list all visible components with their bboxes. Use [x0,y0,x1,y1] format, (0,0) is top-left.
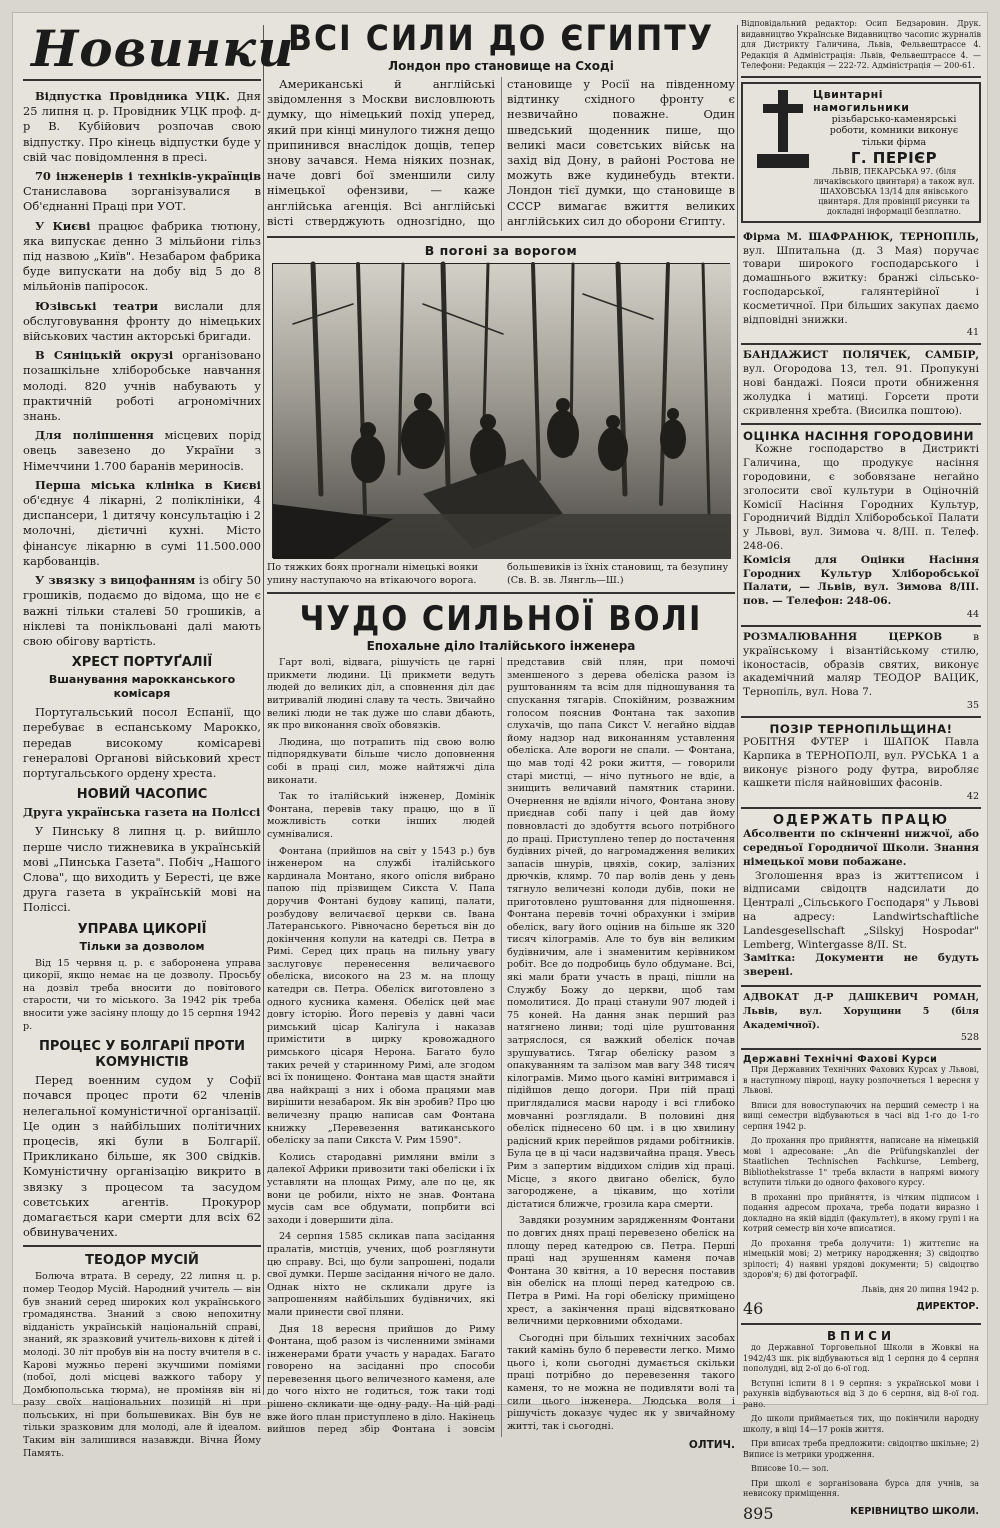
cross-text: Португальський посол Еспанії, що перебуває в еспанському Марокко, передав високому комісареві генералові Органові військовий хрест португальського ордену хреста. [23,705,261,780]
bulgaria-text: Перед военним судом у Софії почався процес проти 62 членів нелегальної комуністичної організації. Це один з найбільших політичних процесів, які були в Болгарії. Прикликано більше, як 300 свідків. Комуністичну організацію викрито в звязку з процесом та засудом совєтських агентів. Прокурор домагається кари смерти для всіх 62 обвинувачених. [23,1073,261,1240]
job-ad [741,809,981,987]
chicory-subtitle: Тільки за дозволом [79,939,205,953]
news-item-text: організовано позашкільне хліборобське навчання молоді. 820 учнів набувають у практичній роботі агрономічних знань. [23,348,261,424]
church-ad [741,627,981,718]
fur-text: РОБІТНЯ ФУТЕР і ШАПОК Павла Карпика в ТЕРНОПОЛІ, вул. РУСЬКА 1 а виконує різного роду футра, виробляє кашкети після найновіших фасонів. [743,736,979,790]
courses-paragraph: При Державних Технічних Фахових Курсах у Львові, в наступному півроці, науку розпочнеться 1 вересня у Львові. [743,1065,979,1096]
cross-subtitle: Вшанування марокканського комісаря [48,673,236,701]
classified-ad-text [743,231,979,328]
news-item [23,348,261,424]
seeds-ad [741,425,981,627]
courses-paragraph: До прохання треба долучити: 1) життєпис на німецькій мові; 2) метрику народження; 3) свідоцтво зрілості; 4) наявні урядові документи; 5) свідоцтво здоров'я; 6) дві фотографії. [743,1238,979,1280]
news-item [23,169,261,215]
classified-ad-body: вул. Огородова 13, тел. 91. Пропукуні нові бандажі. Пояси проти обниження жолудка і матиці. Горсети проти скривлення хребта. (Висилка поштою). [743,363,979,417]
job-note: Замітка: Документи не будуть зверені. [743,952,979,979]
news-item-text: Станиславова зорганізувалися в Об'єднанні Праці при УОТ. [23,184,261,214]
news-item-lead: Відпустка Провідника УЦК. [35,89,230,103]
seeds-num: 44 [966,609,979,621]
news-item-text: працює фабрика тютюну, яка випускає денно 3 мільйони гільз під назвою „Київ". Незабаром фабрика буде випускати на добу від 5 до 8 мільйонів папіросок. [23,218,261,294]
news-item-text: Дня 25 липня ц. р. Провідник УЦК проф. д-р В. Кубійович розпочав свою відпустку. Про кінець відпустки буде у свій час повідомлення в пресі. [23,89,261,164]
news-item [23,573,261,649]
feature-paragraph: Гарт волі, відвага, рішучість це гарні прикмети людини. Ці прикмети ведуть людей до великих діл, а сповнення діл дає витривалій людині славу та честь. Звичайно великі люди не так дуже шо слави дбають, як про виконання своїх обовязків. [267,657,495,732]
column-rule [263,25,264,1395]
seeds-bold: Комісія для Оцінки Насіння Городних Культур Хліборобської Палати, — Львів, вул. Зимова 8/ІІІ. пов. — Телефон: 248-06. [743,553,979,608]
enroll-num: 895 [743,1503,774,1523]
courses-paragraph: Вписи для новоступаючих на перший семестр і на вищі семестри відбуваються в часі від 1-го до 1-го серпня 1942 р. [743,1100,979,1131]
enroll-notice [741,1325,981,1528]
left-column [23,19,295,1459]
courses-paragraph: До прохання про прийняття, написане на німецькій мові і адресоване: „An die Prüfungskanzlei der Staatlichen Technischen Fachkurse, Lemberg, Bibliothekstrasse 1" треба вкласти в напрямі вимогу вступити тільки до одного фахового курсу. [743,1136,979,1188]
enroll-paragraph: До школи приймається тих, що покінчили народну школу, в віці 14—17 років життя. [743,1414,979,1434]
church-lead: РОЗМАЛЮВАННЯ ЦЕРКОВ [743,631,943,644]
news-item-text: вислали для обслуговування фронту до німецьких військових частин акторські бригади. [23,298,262,344]
fur-num: 42 [966,791,979,803]
news-item-text: об'єднує 4 лікарні, 2 поліклініки, 4 диспансери, 1 дитячу консультацію і 2 молочні, дієтичні кухні. Місто фінансує лікарню в сумі 11.500.000 карбованців. [23,493,261,568]
news-item [23,478,261,569]
ads-list [741,227,981,426]
subheadline: Лондон про становище на Сході [388,59,614,73]
cross-title: ХРЕСТ ПОРТУҐАЛІЇ [71,655,213,671]
feature-paragraph: Фонтана (прийшов на світ у 1543 р.) був інженером на службі італійського кардинала Монтано, якого опісля вибрано папою під прізвищем Сикста V. Папа доручив Фонтані будову капиці, палати, розбудову величаєвої церкви св. Івана Латеранського. Рівночасно береться він до докінчення копули на катедрі св. Петра в Римі. Серед цих праць на пильну увагу заслуговує перенесення величаєвого обеліска, високого на 23 м. на площу катедри св. Петра. Обеліск виготовлено з одного кусника каменя. Обеліск цей має довгу історію. Його перевіз у давні часи римський цісар Калігула і наказав примістити в цирку кровожадного римського цісаря Нерона. Багато було таких речей у старинному Римі, але згодом всі їх понищено. Фонтана мав щастя знайти два найкращі з них і обома працями мав вирішити незабаром. Як він зробив? Про цю величезну працю написав сам Фонтана книжку „Перевезення ватиканського обеліску за папи Сикста V. Рим 1590". [267,845,495,1147]
classified-ad [741,227,981,346]
news-item [23,299,261,345]
right-column [741,19,981,1523]
journal-text: У Пинську 8 липня ц. р. вийшло перше число тижневика в українській мові „Пинська Газета". Побіч „Нашого Слова", що виходить у Бересті, це вже друга газета в українській мові на Поліссі. [23,824,261,915]
courses-sign: ДИРЕКТОР. [916,1301,979,1313]
enroll-body [743,1343,979,1500]
photo-caption: По тяжких боях прогнали німецькі вояки упину наступаючо на втікаючого ворога. большевиків із їхніх становищ, та безупину (Св. В. зв. Лянгль—Ш.) [267,562,729,586]
enroll-paragraph: Вступні іспити 8 і 9 серпня: з української мови і рахунків відбуваються від 3 до 6 серпня, від 8-ої год. рано. [743,1378,979,1409]
feature-paragraph: Людина, що потрапить під свою волю підпорядкувати більше число доповнення собі в праці сил, може найтяжчі діла виконати. [267,736,495,786]
fur-ad [741,718,981,809]
classified-ad-text [743,349,979,418]
feature-signature: ОЛТИЧ. [688,1439,735,1452]
enroll-paragraph: Вписове 10.— зол. [751,1464,829,1474]
news-item-lead: Для поліпшення [35,428,154,443]
feature-paragraph: Колись стародавні римляни вміли з далекої Африки привозити такі обеліски і їх уставляти на площах Риму, але по це, як вони це робили, ніхто не знав. Фонтана мусів сам все обдумати, попрбити всі заходи і довершити діла. [267,1151,495,1226]
feature-title: ЧУДО СИЛЬНОЇ ВОЛІ [299,599,703,640]
headline: ВСІ СИЛИ ДО ЄГИПТУ [287,19,715,59]
news-item-lead: В Сяніцькій окрузі [35,348,174,363]
photo-title: В погоні за ворогом [424,243,578,259]
classified-ad-lead: Фірма М. ШАФРАНЮК, ТЕРНОПІЛЬ, [743,230,979,243]
job-text: Абсолвенти по скінченні нижчої, або середньої Городничої Школи. Знання німецької мови побажане. [743,828,979,868]
chicory-title: УПРАВА ЦИКОРІЇ [77,921,207,937]
column-rule [737,25,738,1395]
news-item-lead: У Києві [35,218,91,233]
enroll-paragraph: При вписах треба предложити: свідоцтво шкільне; 2) Виписє із метрики уродження. [743,1439,979,1459]
bulgaria-title: ПРОЦЕС У БОЛГАРІЇ ПРОТИ КОМУНІСТІВ [38,1039,246,1071]
lawyer-ad [741,987,981,1050]
war-photo [272,263,730,558]
tomb-ad-address: ЛЬВІВ, ПЕКАРСЬКА 97. (біля личаківського цвинтаря) а також вул. ШАХОВСЬКА 13/14 для янівського цвинтаря. Для провінції рисунки та докладні інформації безплатно. [813,166,975,216]
news-item [23,219,261,295]
courses-title: Державні Технічні Фахові Курси [743,1054,938,1066]
job-title: ОДЕРЖАТЬ ПРАЦЮ [772,813,950,829]
obituary-title: ТЕОДОР МУСІЙ [85,1253,199,1269]
tomb-ad-title: Цвинтарні намогильники [813,87,910,114]
obituary-text: Болюча втрата. В середу, 22 липня ц. р. помер Теодор Мусій. Народний учитель — він був знаний серед широких кол українського громадянства. Знаний з свою непохитну відданість українській національній справі, знаний, як зразковий учитель-виховн к дітей і молоді. 30 літ пробув він на посту вчителя в с. Карові мужньо перені зкучшими поміями (побої, долі місцеві важкого табору у Домбюпольська тюрма), не проміняв він ні разу своїх національних позицій ні при польських, ні при большевиках. Він був не тільки зразковим для молоді, але й ідеалом. Таким він залишився назавжди. Вічна Йому Память. [23,1271,261,1459]
newspaper-page [12,12,988,1523]
classified-ad-body: вул. Шпитальна (д. 3 Мая) поручає товари широкого господарського і домашнього вжитку: бранжі сільсько-господарської, галянтерійної і косметичної. При більших закупах даємо відповідні знижки. [743,244,979,326]
cross-icon [757,90,809,170]
journal-lead: Друга українська газета на Поліссі [23,805,261,820]
courses-num: 46 [743,1299,764,1319]
editor-info: Відповідальний редактор: Осип Бедзаровин. Друк. видавництво Українське Видавництво часопис журналів для Дистрикту Галичина, Львів, Фельвештрассе 4. Редакція й Адміністрація: Львів, Фельвештрассе 4. — Телефони: Редакція — 222-72. Адміністрація — 200-61. [741,19,981,78]
news-list [23,89,261,649]
enroll-title: ВПИСИ [826,1329,896,1344]
feature-paragraph: Сьогодні при більших технічних засобах такий камінь було б перевести легко. Мимо цього і, коли сьогодні думається скільки праці потрібно до перевезення такого каменя, то не можна не подивляти волі та сили цього інженера. Людська воля і рішучість доказує чудес як у звичайному житті, так і сьогодні. [507,1332,735,1432]
enroll-sign: КЕРІВНИЦТВО ШКОЛИ. [850,1505,979,1517]
tomb-ad-lines: різьбарсько-каменярські роботи, комники виконує тільки фірма [829,113,959,149]
classified-ad-num: 41 [966,327,979,339]
courses-notice [741,1050,981,1325]
lawyer-text: АДВОКАТ Д-Р ДАШКЕВИЧ РОМАН, Львів, вул. Хорущини 5 (біля Академічної). [743,991,979,1031]
classified-ad [741,345,981,425]
feature-paragraph: Завдяки розумним зарядженням Фонтани по довгих днях праці перевезено обеліск на площу перед катедрою св. Петра. Перші праці над зрушенням каменя почав Фонтана 30 квітня, а 10 вересня поставив він обеліск на площі перед катедрою св. Петра в Римі. На горі обеліску приміщено хрест, а закінчення праці відсвятковано величними церковними обходами. [507,1215,735,1328]
classified-ad-lead: БАНДАЖИСТ ПОЛЯЧЕК, САМБІР, [743,349,979,362]
feature-paragraph: Дня 18 вересня прийшов до Риму Фонтана, щоб разом із численними змінами інженерами брати участь у нарадах. Багато говорено на засіданні про способи перевезення цього величезного каменя, але до чого ніхто не годиться, тож таки тоді рішено скликати ще одну раду. На цій раді вже його план приступлено в ділo. Накінець вийшов перед збір Фонтана і зовсім представив свій плян, при помочі зменшеного з дерева обеліска разом із руштованням та всім для підношування та спускання тягарів. Спокійним, розважним голосом пояснив Фонтана так захопив слухачів, що папа Сикст V. негайно віддав йому надзор над виконанням уставлення обеліска. Але вороги не спали. — Фонтана, що мав тоді 42 роки життя, — говорили старі мистці, — нічо путнього не вдіє, а знищить величавий памятник старини. Очернення не вдіяли нічого, Фонтана знову приєднав собі папу і цей дав йому повновласті до здобуття всього потрібного до праці. Приступлено тепер до постачення будівних річей, до нагромадження великих запасів шнурів, цвяхів, сокир, залізних дрючків, клямр. 70 пар волів день у день тягнуло величезні колоди дубів, поки не приготовлено руштовання для підношення. Фонтана перевів точні обрахунки і змірив обеліск, вагу його оцінив на більше як 320 тисяч кілограмів. Але то був він великим будівничим, але і знаменитим керівником робіт. Все до подробиць було обдумане. Всі, які мали брати участь в праці, пішли на Службу Божу до церкви, щоб там помолитися. До праці станули 907 людей і 75 коней. На дання знак перший раз натягнено линви; тоді ціле руштовання затряслося, ся важкий обеліск почав зрушуватись. Тягар обеліску разом з опакуванням та залізом мав вагу 348 тисяч кілограмів. Мимо цього каміні витримався і підійшов дещо догори. При пій праці приглядалися масви народу і всі глибоко мовчанні розглядали. В половині дня обеліск піднесено 60 цм. і в цю хвилину радісний крик перейшов рядами робітників. Була це в ці часи надзвичайна праця. Увесь Рим з запертим віддихом слідив хід праці. Місце, з якого двигано обеліск, було загороджене, а цікавим, що хотіли дістатися ближче, грозила кара смерти. [267,657,735,1436]
news-item [23,89,261,165]
news-item-lead: 70 інженерів і техніків-українців [35,169,261,184]
seeds-title: ОЦІНКА НАСІННЯ ГОРОДОВИНИ [743,429,974,444]
tomb-ad-firm: Г. ПЕРІЄР [850,148,938,167]
masthead: Новинки [23,19,261,81]
news-item [23,428,261,474]
feature-paragraph: 24 серпня 1585 скликав папа засідання пралатів, мистців, учених, щоб розглянути цю справу. Всі, що були запрошені, подали свої думки. Перше засідання нічого не дало. Однак ніхто не скликали друге із запрошенням найбільших будівничих, які мали принести свої пляни. [267,1231,496,1318]
job-text2: Зголошення враз із життєписом і відписами свідоцтв надсилати до Централі „Сільського Господаря" у Львові на адресу: Landwirtschaftliche Landesgesellschaft „Silskyj Hospodar" Lemberg, Wintergasse 8/II. St. [743,869,979,951]
feature-body [267,657,735,1437]
church-text: в українському і візантійському стилю, іконостасів, образів святих, виконує академічний маляр ТЕОДОР ВАЦИК, Тернопіль, вул. Нова 7. [743,631,980,699]
news-item-lead: Юзівські театри [35,298,159,313]
church-num: 35 [966,700,979,711]
divider [267,236,735,238]
lead-article-text: Американські й англійські звідомлення з Москви висловлюють думку, що німецький похід уперед, який при кінці минулого тижня дещо припинився внаслідок дощів, тепер знову зачався. Нема ніяких познак, наче довгі бої зменшили силу німецької офензиви, — каже англійська агенція. Всі англійські вісті стверджують однозгідно, що становище у Росії на південному відтинку східного фронту є незвичайно поважне. Один шведський щоденник пише, що великі маси совєтських військ на захід від Дону, в районі Ростова не можуть вже кудинебудь втекти. Лондон тієї думки, що становище в СССР вимагає вжиття великих англійських сил до оборони Єгипту. [267,77,735,228]
news-item-text: місцевих порід овець завезено до України з Німеччини 1.700 баранів мериносів. [23,428,261,473]
news-item-lead: У звязку з вицофанням [35,573,196,588]
news-item-text: із обігу 50 грошиків, подаємо до відома, що не є важні тільки сталеві 50 грошиків, а ніклеві та понікльовані далі мають свою обігову вартість. [23,573,261,648]
chicory-text: Від 15 червня ц. р. є заборонена управа цикорії, якщо немає на це дозволу. Просьбу на дозвіл треба вносити до повітового старости, чи то міського. За 1942 рік треба вносити уже засіяну площу до 15 серпня 1942 р. [23,957,261,1032]
enroll-paragraph: При школі є зорганізована бурса для учнів, за невисоку приміщення. [743,1478,979,1499]
divider [267,592,735,594]
tombstone-ad [741,82,981,223]
courses-paragraph: В проханні про прийняття, із чітким підписом і подання адресом прохача, треба подати виразно і докладно на якій відділ (факультет), в якому групі і на котрий семестр він хоче вписатися. [743,1192,979,1234]
middle-column [267,19,735,1452]
news-item-lead: Перша міська клініка в Києві [35,477,261,492]
feature-subtitle: Епохальне діло Італійського інженера [366,639,636,654]
enroll-paragraph: до Державної Торговельної Школи в Жовкві на 1942/43 шк. рік відбуваються від 1 серпня до 4 серпня пополудні, від 2-ої до 6-ої год. [743,1343,979,1374]
seeds-text: Кожне господарство в Дистрикті Галичина, що продукує насіння городовини, є зобовязане негайно зголосити свої культури в Оціночній Комісії Насіння Городних Культур, Городничий Відділ Хліборобської Палати у Львові, вул. Зимова ч. 8/ІІІ. п. Телеф. 248-06. [743,443,979,553]
divider [23,1245,261,1247]
fur-title: ПОЗІР ТЕРНОПІЛЬЩИНА! [769,722,953,736]
feature-paragraph: Так то італійський інженер, Домінік Фонтана, перевів таку працю, що в її можливість сотки інших людей сумнівалися. [267,791,495,840]
forest-soldiers-image [273,264,731,559]
courses-body [743,1065,979,1281]
courses-date: Львів, дня 20 липня 1942 р. [861,1284,979,1294]
lawyer-num: 528 [960,1032,979,1044]
journal-title: НОВИЙ ЧАСОПИС [76,787,208,803]
